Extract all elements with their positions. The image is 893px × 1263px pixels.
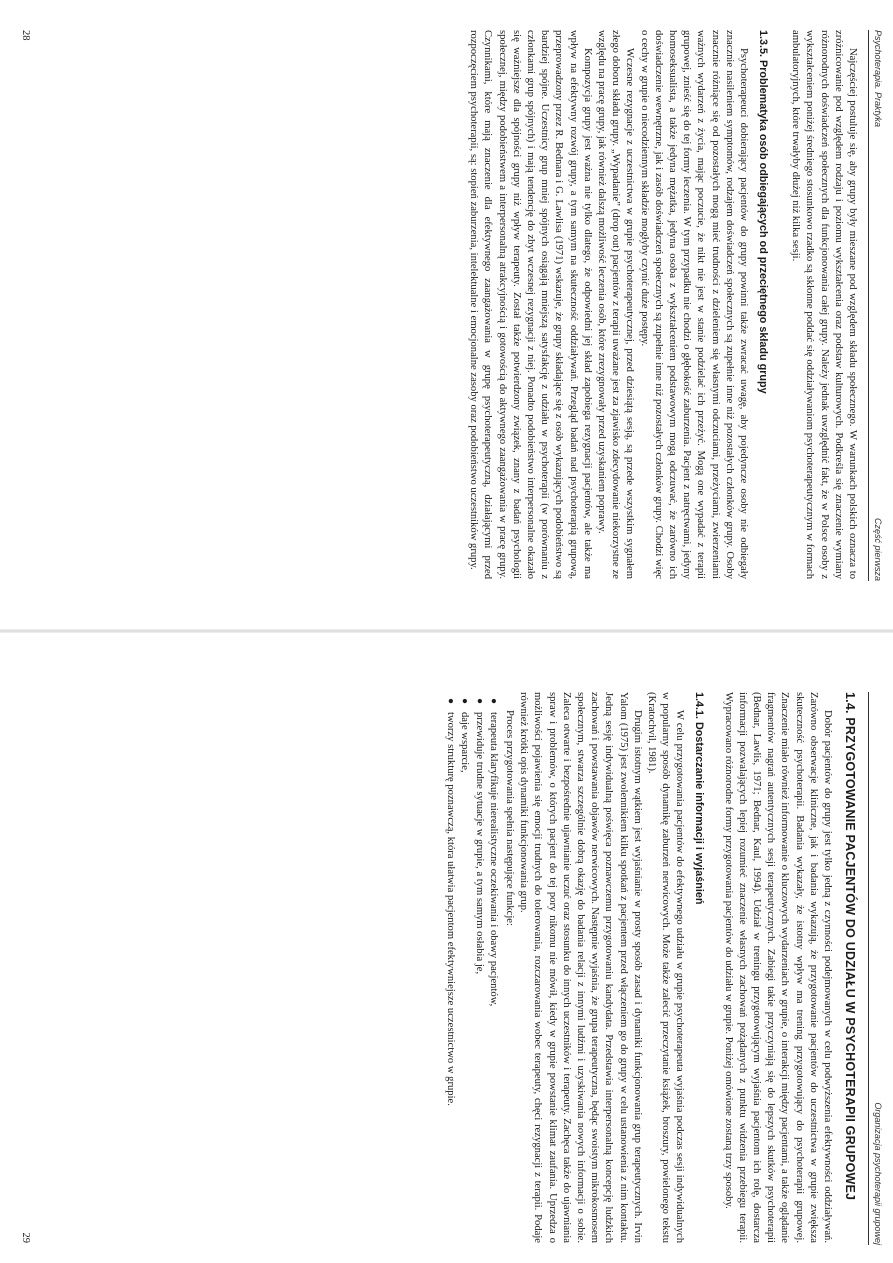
running-head bbox=[868, 30, 883, 581]
list-item-text: daje wsparcie, bbox=[459, 712, 471, 773]
section-heading-1-3-5: 1.3.5. Problematyka osób odbiegających od przeciętnego składu grupy bbox=[756, 30, 769, 394]
left-page bbox=[0, 0, 893, 631]
running-head bbox=[868, 692, 883, 1245]
functions-list bbox=[443, 692, 500, 1243]
running-head-chapter: Organizacja psychoterapii grupowej bbox=[873, 1102, 883, 1245]
bullet-icon: ● bbox=[445, 698, 457, 705]
list-item bbox=[457, 698, 471, 1243]
body-paragraph: Proces przygotowania spełnia następujące funkcje: bbox=[503, 710, 515, 926]
running-head-book-title: Psychoterapia. Praktyka bbox=[873, 30, 883, 128]
list-item bbox=[443, 698, 457, 1243]
subsection-heading-1-4-1: 1.4.1. Dostarczanie informacji i wyjaśnień bbox=[693, 692, 706, 905]
page-number: 28 bbox=[20, 30, 31, 41]
body-paragraph: Drugim istotnym wątkiem jest wyjaśnianie w prosty sposób zasad i dynamiki funkcjonowania grup terapeutycznych. Irvin Yalom (1975) jest zwolennikiem kilku spotkań z pacjentem przed włączeniem go do grupy w celu ustanowienia z nim kontaktu. Jedną sesję indywidualną poświęca poznawczemu przygotowaniu kandydata. Przedstawia interpersonalną koncepcję ludzkich zachowań i powstawania objawów nerwicowych. Następnie wyjaśnia, że grupa terapeutyczna, będąc swoistym mikrokosmosem społecznym, stwarza szczególnie dobrą okazję do badania relacji z innymi ludźmi i uzyskiwania nowych informacji o sobie. Zaleca otwarte i bezpośrednie ujawnianie uczuć oraz stosunku do innych uczestników i terapeuty. Zachęca także do ujawniania spraw i problemów, o których pacjent do tej pory nikomu nie mówił, kiedy w grupie powstanie klimat zaufania. Uprzedza o możliwości pojawienia się emocji trudnych do tolerowania, rozczarowania wobec terapeuty, chęci rezygnacji z terapii. Podaje również krótki opis dynamiki funkcjonowania grup. bbox=[518, 692, 643, 1243]
body-paragraph: Dobór pacjentów do grupy jest tylko jedną z czynności podejmowanych w celu podwyższenia efektywności oddziaływań. Zarówno obserwacje kliniczne, jak i badania wykazują, że przygotowanie pacjentów do uczestnictwa w grupie zwiększa skuteczność psychoterapii. Badania wykazały, że istotny wpływ ma trening przygotowujący do psychoterapii grupowej. Znaczenie miało również informowanie o kluczowych wydarzeniach w grupie, o interakcji między pacjentami, a także oglądanie fragmentów nagrań autentycznych sesji terapeutycznych. Zabiegi takie przyczyniają się do lepszych skutków psychoterapii (Bednar, Lawlis, 1971; Bednar, Kaul, 1994). Udział w treningu przygotowującym wyjaśnia pacjentom ich rolę, dostarcza informacji pozwalających lepiej rozumieć znaczenie własnych zachowań pożądanych z punktu widzenia przebiegu terapii. Wypracowano różnorodne formy przygotowania pacjentów do udziału w grupie. Poniżej omówione zostaną trzy sposoby. bbox=[722, 692, 833, 1243]
section-heading-1-4: 1.4. PRZYGOTOWANIE PACJENTÓW DO UDZIAŁU W PSYCHOTERAPII GRUPOWEJ bbox=[843, 692, 857, 1201]
body-paragraph: Wczesne rezygnacje z uczestnictwa w grupie psychoterapeutycznej, przed dziesiątą sesją, są przede wszystkim sygnałem złego doboru składu grupy. „Wypadanie” (drop out) pacjentów z terapii uważane jest za zjawisko zdecydowanie niekorzystne ze względu na pracę grupy, jak również dalszą możliwość leczenia osób, które zrezygnowały przed uzyskaniem poprawy. bbox=[595, 30, 636, 579]
list-item bbox=[486, 698, 500, 1243]
bullet-icon: ● bbox=[473, 698, 485, 705]
bullet-icon: ● bbox=[487, 698, 499, 705]
bullet-icon: ● bbox=[459, 698, 471, 705]
intro-paragraph: Najczęściej postuluje się, aby grupy były mieszane pod względem składu społecznego. W warunkach polskich oznacza to zróżnicowanie pod względem rodzaju i poziomu wykształcenia oraz podstaw kulturowych. Podkreśla się znaczenie wymiany różnorodnych doświadczeń społecznych dla funkcjonowania całej grupy. Należy jednak uwzględnić fakt, że w Polsce osoby z wykształceniem poniżej średniego stosunkowo rzadko są skłonne poddać się oddziaływaniom psychoterapeutycznym w formach ambulatoryjnych, które trwałyby dłużej niż kilka sesji. bbox=[790, 30, 858, 579]
list-item-text: tworzy strukturę poznawczą, która ułatwia pacjentom efektywniejsze uczestnictwo w grupie. bbox=[445, 712, 457, 1106]
body-paragraph: Psychoterapeuci dobierający pacjentów do grupy powinni także zwracać uwagę, aby pojedyncze osoby nie odbiegały znacznie nasileniem symptomów, rodzajem doświadczeń społecznych są zupełnie inne niż pozostałych członków grupy. Osoby znacznie różniące się od pozostałych mogą mieć trudności z dzieleniem się własnymi odczuciami, przeżyciami, zwierzeniami ważnych wydarzeń z życia, mając poczucie, że nikt nie jest w stanie podzielać ich przeżyć. Mogą one wypadać z terapii grupowej, znieść się do tej formy leczenia. W tym przypadku nie chodzi o głębokość zaburzenia. Pacjent z natręctwami, jedyny homoseksualista, a także jedyna mężatka, jedyna osoba z wykształceniem podstawowym mogą odczuwać, że zarówno ich doświadczenie wewnętrzne, jak i zasób doświadczeń społecznych są zupełnie inne niż pozostałych członków grupy. Chodzi więc o cechy w grupie o niecodziennym składzie mogłyby czynić duże postępy. bbox=[638, 30, 749, 579]
body-paragraph: W celu przygotowania pacjentów do efektywnego udziału w grupie psychoterapeuta wyjaśnia podczas sesji indywidualnych w popularny sposób dynamikę zaburzeń nerwicowych. Może także zalecić przeczytanie książek, broszury, powielonego tekstu (Kratochvil, 1981). bbox=[645, 692, 686, 1243]
body-paragraph: Kompozycja grupy jest ważna nie tylko dlatego, że odpowiedni jej skład zapobiega rezygnacji pacjentów, ale także ma wpływ na efektywny rozwój grupy, a tym samym na skuteczność oddziaływań. Przegląd badań nad psychoterapią grupową, przeprowadzony przez R. Bednara i G. Lawlisa (1971) wskazuje, że grupy składające się z osób wykazujących podobieństwo są bardziej spójne. Uczestnicy grup mniej spójnych osiągają mniejszą satysfakcję z udziału w psychoterapii (w porównaniu z członkami grup spójnych) i mają tendencję do zbyt wczesnej rezygnacji z niej. Ponadto podobieństwo interpersonalne okazało się ważniejsze dla spójności grupy niż wpływ terapeuty. Został także potwierdzony związek, znany z badań psychologii społecznej, między podobieństwem a interpersonalną atrakcyjnością i gotowością do aktywnego zaangażowania w pracę grupy. Czynnikami, które mają znaczenie dla efektywnego zaangażowania w grupę psychoterapeutyczną, działającymi przed rozpoczęciem psychoterapii, są: stopień zaburzenia, intelektualne i emocjonalne zasoby oraz podobieństwo uczestników grupy. bbox=[468, 30, 593, 579]
right-page-body bbox=[48, 692, 859, 1243]
list-item-text: przewiduje trudne sytuacje w grupie, a tym samym osłabia je, bbox=[473, 712, 485, 975]
right-page bbox=[0, 632, 893, 1263]
list-item-text: terapeuta klaryfikuje nierealistyczne oczekiwania i obawy pacjentów, bbox=[487, 712, 499, 1007]
left-page-body bbox=[48, 30, 859, 579]
page-number: 29 bbox=[20, 1232, 31, 1243]
running-head-part: Część pierwsza bbox=[873, 517, 883, 581]
list-item bbox=[471, 698, 485, 1243]
